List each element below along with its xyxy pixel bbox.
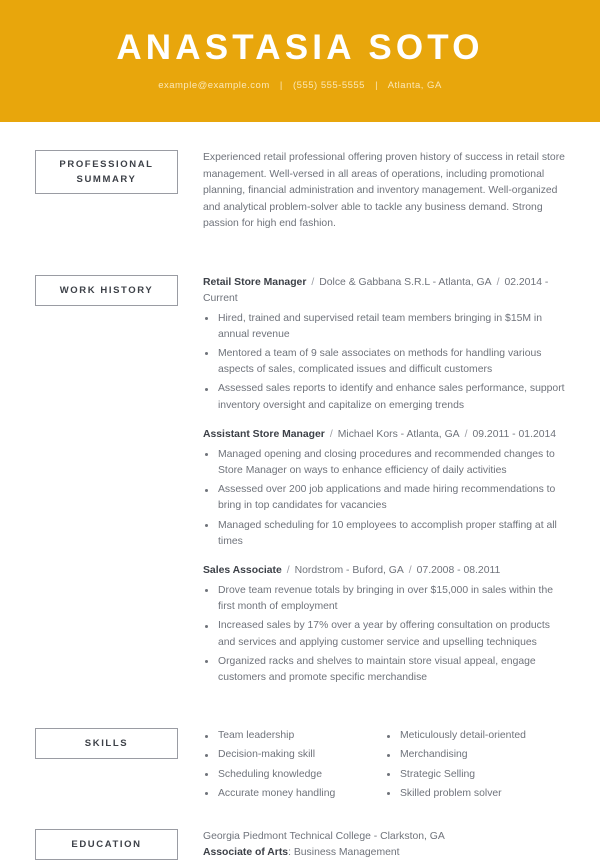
skill-item: Decision-making skill [203, 747, 385, 763]
summary-paragraph: Experienced retail professional offering proven history of success in retail store management. Well-versed in all areas of operations, including promotional planning, financial administration and inventory management. Well-organized and analytical problem-solver able to tackle any business demand. Strong passion for high end fashion. [203, 152, 565, 229]
summary-label-column [0, 150, 203, 194]
job-separator-1: / [286, 564, 290, 576]
skills-content [203, 728, 600, 805]
header-content [0, 26, 600, 92]
skill-item: Scheduling knowledge [203, 767, 385, 783]
skill-item: Team leadership [203, 728, 385, 744]
skill-item: Skilled problem solver [385, 786, 565, 802]
contact-separator-1: | [279, 80, 283, 91]
job-bullet-list [203, 447, 565, 550]
job-company-location: Michael Kors - Atlanta, GA [337, 428, 460, 440]
job-bullet: Organized racks and shelves to maintain store visual appeal, engage customers and promote specific merchandise [203, 654, 565, 686]
job-dates: 07.2008 - 08.2011 [416, 564, 501, 576]
education-degree-line [203, 845, 565, 861]
job-header [203, 275, 565, 307]
summary-label-line1: PROFESSIONAL [59, 159, 154, 170]
job-separator-2: / [496, 276, 500, 288]
contact-location: Atlanta, GA [387, 80, 442, 91]
job-separator-2: / [464, 428, 468, 440]
section-label-professional-summary [35, 150, 178, 194]
resume-body [0, 150, 600, 861]
education-degree: Associate of Arts [203, 847, 289, 859]
skills-label-column [0, 728, 203, 759]
work-history-label-text: WORK HISTORY [59, 284, 154, 296]
job-dates: 02.2014 - Current [203, 276, 549, 304]
contact-phone[interactable]: (555) 555-5555 [293, 80, 365, 91]
contact-email[interactable]: example@example.com [158, 80, 270, 91]
job-bullet: Increased sales by 17% over a year by offering consultation on products and services and applying customer service and upselling techniques [203, 618, 565, 650]
job-dates: 09.2011 - 01.2014 [472, 428, 557, 440]
education-label-column [0, 829, 203, 860]
job-entry [203, 275, 565, 414]
summary-label-text [59, 157, 153, 187]
education-degree-field: : Business Management [288, 847, 400, 859]
job-bullet: Managed scheduling for 10 employees to accomplish proper staffing at all times [203, 518, 565, 550]
job-company-location: Nordstrom - Buford, GA [294, 564, 404, 576]
job-company-location: Dolce & Gabbana S.R.L - Atlanta, GA [319, 276, 492, 288]
job-separator-1: / [329, 428, 333, 440]
job-bullet-list [203, 583, 565, 686]
section-label-education [35, 829, 178, 860]
section-professional-summary [0, 150, 600, 233]
job-header [203, 427, 565, 443]
job-bullet: Managed opening and closing procedures and recommended changes to Store Manager on ways to enhance efficiency of daily activities [203, 447, 565, 479]
skills-columns [203, 728, 565, 805]
job-separator-2: / [408, 564, 412, 576]
skill-item: Merchandising [385, 747, 565, 763]
contact-line [0, 79, 600, 92]
section-education [0, 829, 600, 861]
job-bullet: Assessed over 200 job applications and made hiring recommendations to bring in top candidates for vacancies [203, 482, 565, 514]
job-entry [203, 427, 565, 550]
skills-column-left [203, 728, 385, 805]
job-bullet: Hired, trained and supervised retail team members bringing in $15M in annual revenue [203, 311, 565, 343]
job-bullet: Mentored a team of 9 sale associates on methods for handling various aspects of sales, complicated issues and difficult customers [203, 346, 565, 378]
education-label-text: EDUCATION [71, 838, 142, 850]
summary-label-line2: SUMMARY [76, 174, 137, 185]
section-skills [0, 728, 600, 805]
section-work-history [0, 275, 600, 690]
job-header [203, 563, 565, 579]
education-content [203, 829, 600, 861]
job-entry [203, 563, 565, 686]
job-title: Assistant Store Manager [203, 428, 325, 440]
skill-item: Accurate money handling [203, 786, 385, 802]
skills-column-right [385, 728, 565, 805]
skill-item: Strategic Selling [385, 767, 565, 783]
summary-content [203, 150, 600, 233]
section-label-work-history [35, 275, 178, 306]
candidate-name: ANASTASIA SOTO [116, 28, 484, 67]
job-separator-1: / [311, 276, 315, 288]
job-bullet: Assessed sales reports to identify and enhance sales performance, support inventory oversight and capitalize on emerging trends [203, 381, 565, 413]
work-history-content [203, 275, 600, 690]
resume-header [0, 0, 600, 122]
skills-label-text: SKILLS [84, 738, 129, 750]
job-title: Sales Associate [203, 564, 282, 576]
job-title: Retail Store Manager [203, 276, 307, 288]
job-bullet: Drove team revenue totals by bringing in over $15,000 in sales within the first month of employment [203, 583, 565, 615]
section-label-skills [35, 728, 178, 759]
job-bullet-list [203, 311, 565, 414]
skill-item: Meticulously detail-oriented [385, 728, 565, 744]
education-school: Georgia Piedmont Technical College - Clarkston, GA [203, 830, 445, 842]
contact-separator-2: | [375, 80, 379, 91]
work-history-label-column [0, 275, 203, 306]
